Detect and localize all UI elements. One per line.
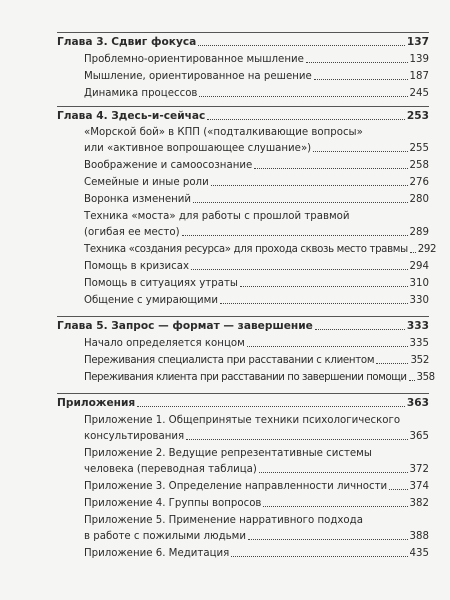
toc-entry[interactable] xyxy=(84,160,429,171)
entry-title-line1: «Морской бой» в КПП («подталкивающие вопросы» xyxy=(84,127,363,138)
chapter-title: Глава 3. Сдвиг фокуса xyxy=(57,36,197,48)
toc-entry[interactable] xyxy=(84,194,429,205)
toc-entry[interactable] xyxy=(84,71,429,82)
entry-title: Приложение 3. Определение направленности личности xyxy=(84,481,388,492)
toc-entry[interactable] xyxy=(84,227,429,238)
dot-leader xyxy=(410,252,416,253)
chapter-title: Приложения xyxy=(57,397,136,409)
page-number: 330 xyxy=(409,295,429,306)
page-number: 294 xyxy=(409,261,429,272)
dot-leader xyxy=(191,269,408,270)
page-number: 335 xyxy=(409,338,429,349)
page-number: 358 xyxy=(416,372,435,383)
page-number: 372 xyxy=(409,464,429,475)
toc-appendices[interactable] xyxy=(57,397,429,409)
entry-title: Семейные и иные роли xyxy=(84,177,209,188)
dot-leader xyxy=(313,151,407,152)
page-number: 435 xyxy=(409,548,429,559)
toc-entry[interactable] xyxy=(84,481,429,492)
entry-title: Начало определяется концом xyxy=(84,338,245,349)
page-number: 310 xyxy=(409,278,429,289)
section-divider xyxy=(57,32,429,33)
toc-entry[interactable] xyxy=(84,372,435,383)
dot-leader xyxy=(248,539,408,540)
dot-leader xyxy=(314,79,408,80)
entry-title: (огибая ее место) xyxy=(84,227,180,238)
toc-entry[interactable] xyxy=(84,177,429,188)
entry-title: Техника «создания ресурса» для прохода сквозь место травмы xyxy=(84,244,408,255)
entry-title-line1: Приложение 2. Ведущие репрезентативные системы xyxy=(84,448,372,459)
toc-entry[interactable] xyxy=(84,261,429,272)
toc-entry[interactable] xyxy=(84,464,429,475)
dot-leader xyxy=(254,168,407,169)
toc-chapter-5[interactable] xyxy=(57,320,429,332)
entry-title-line1: Техника «моста» для работы с прошлой травмой xyxy=(84,211,350,222)
page-number: 363 xyxy=(406,397,429,409)
dot-leader xyxy=(193,202,408,203)
page-number: 253 xyxy=(406,110,429,122)
entry-title: консультирования xyxy=(84,431,185,442)
page-number: 382 xyxy=(409,498,429,509)
section-divider xyxy=(57,316,429,317)
toc-entry[interactable] xyxy=(84,355,429,366)
page-number: 255 xyxy=(409,143,429,154)
dot-leader xyxy=(198,45,405,46)
toc-entry[interactable] xyxy=(84,295,429,306)
entry-title: Переживания клиента при расставании по завершении помощи xyxy=(84,372,407,383)
toc-entry[interactable] xyxy=(84,548,429,559)
toc-entry[interactable] xyxy=(84,244,437,255)
entry-title: Проблемно-ориентированное мышление xyxy=(84,54,304,65)
toc-entry[interactable] xyxy=(84,54,429,65)
entry-title: Воображение и самоосознание xyxy=(84,160,253,171)
dot-leader xyxy=(376,363,408,364)
dot-leader xyxy=(199,96,407,97)
dot-leader xyxy=(207,119,405,120)
toc-entry[interactable] xyxy=(84,88,429,99)
entry-title: человека (переводная таблица) xyxy=(84,464,257,475)
dot-leader xyxy=(389,489,407,490)
toc-entry[interactable] xyxy=(84,338,429,349)
dot-leader xyxy=(182,235,408,236)
toc-entry[interactable] xyxy=(84,498,429,509)
toc-chapter-4[interactable] xyxy=(57,110,429,122)
entry-title-line1: Приложение 1. Общепринятые техники психологического xyxy=(84,415,401,426)
toc-entry[interactable] xyxy=(84,143,429,154)
toc-entry[interactable] xyxy=(84,531,429,542)
chapter-title: Глава 4. Здесь-и-сейчас xyxy=(57,110,206,122)
dot-leader xyxy=(220,303,408,304)
entry-title: Приложение 6. Медитация xyxy=(84,548,230,559)
toc-chapter-3[interactable] xyxy=(57,36,429,48)
page-number: 139 xyxy=(409,54,429,65)
page-number: 374 xyxy=(409,481,429,492)
toc-entry[interactable] xyxy=(84,278,429,289)
page-number: 388 xyxy=(409,531,429,542)
page-number: 365 xyxy=(409,431,429,442)
entry-title: Воронка изменений xyxy=(84,194,192,205)
entry-title: в работе с пожилыми людьми xyxy=(84,531,246,542)
dot-leader xyxy=(137,406,405,407)
page-number: 289 xyxy=(409,227,429,238)
entry-title-line1: Приложение 5. Применение нарративного подхода xyxy=(84,515,363,526)
page-number: 187 xyxy=(409,71,429,82)
section-divider xyxy=(57,106,429,107)
dot-leader xyxy=(247,346,408,347)
page-number: 137 xyxy=(406,36,429,48)
entry-title: Приложение 4. Группы вопросов xyxy=(84,498,262,509)
page-number: 276 xyxy=(409,177,429,188)
entry-title: Помощь в кризисах xyxy=(84,261,190,272)
dot-leader xyxy=(186,439,407,440)
page-number: 292 xyxy=(417,244,437,255)
entry-title: Помощь в ситуациях утраты xyxy=(84,278,238,289)
page-number: 245 xyxy=(409,88,429,99)
entry-title: или «активное вопрошающее слушание») xyxy=(84,143,312,154)
entry-title: Переживания специалиста при расставании с клиентом xyxy=(84,355,375,366)
page-number: 352 xyxy=(410,355,429,366)
entry-title: Мышление, ориентированное на решение xyxy=(84,71,312,82)
dot-leader xyxy=(409,380,415,381)
dot-leader xyxy=(231,556,407,557)
toc-entry[interactable] xyxy=(84,431,429,442)
entry-title: Динамика процессов xyxy=(84,88,198,99)
entry-title: Общение с умирающими xyxy=(84,295,218,306)
chapter-title: Глава 5. Запрос — формат — завершение xyxy=(57,320,313,332)
dot-leader xyxy=(240,286,408,287)
dot-leader xyxy=(315,329,405,330)
page-number: 258 xyxy=(409,160,429,171)
dot-leader xyxy=(306,62,408,63)
dot-leader xyxy=(211,185,408,186)
section-divider xyxy=(57,393,429,394)
page-number: 333 xyxy=(406,320,429,332)
dot-leader xyxy=(259,472,408,473)
page-number: 280 xyxy=(409,194,429,205)
dot-leader xyxy=(263,506,407,507)
